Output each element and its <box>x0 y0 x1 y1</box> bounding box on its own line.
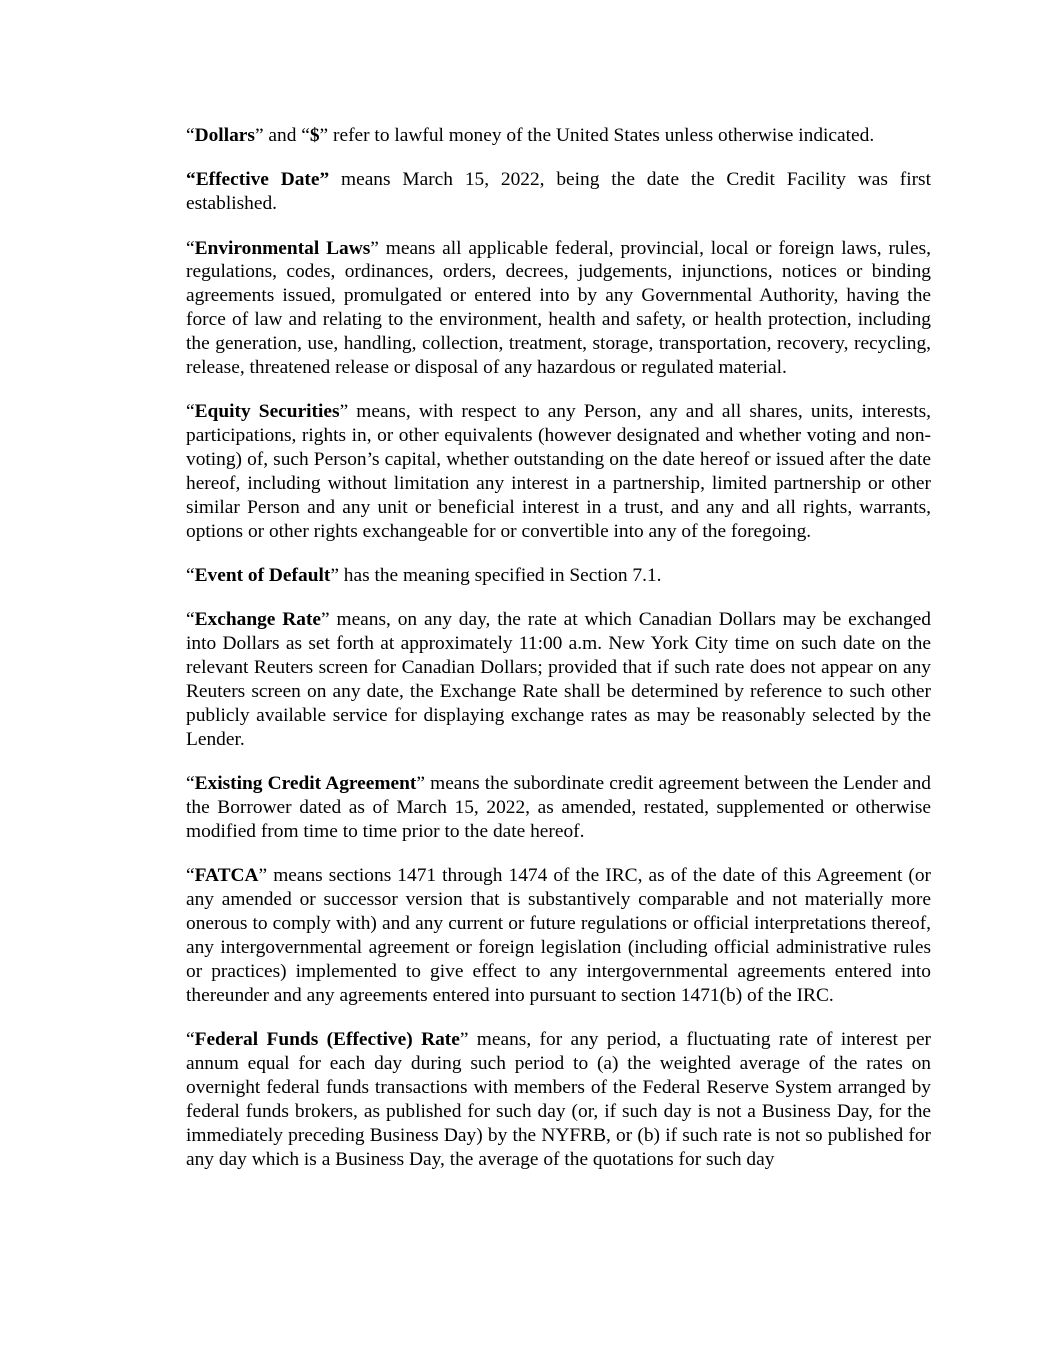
definition-dollars <box>186 124 931 148</box>
definition-text: “ <box>186 565 195 587</box>
definition-text: “ <box>186 401 195 423</box>
defined-term: “Effective Date” <box>186 169 330 191</box>
definition-text: ” has the meaning specified in Section 7.1. <box>330 565 662 587</box>
definition-text: ” refer to lawful money of the United States unless otherwise indicated. <box>319 125 875 146</box>
defined-term: Exchange Rate <box>194 609 322 631</box>
definition-federal-funds-rate <box>186 1028 931 1171</box>
defined-term: Event of Default <box>194 565 331 587</box>
definition-text: “ <box>186 865 195 887</box>
definition-text: “ <box>186 773 195 795</box>
definition-text: “ <box>186 125 195 146</box>
defined-term: Federal Funds (Effective) Rate <box>194 1029 460 1051</box>
definition-text: ” means the subordinate credit agreement between the Lender and the Borrower dated as of March 15, 2022, as amended, restated, supplemented or otherwise modified from time to time prior to the date hereof. <box>186 773 931 843</box>
definition-text: “ <box>186 237 195 259</box>
defined-term: Equity Securities <box>194 401 340 423</box>
definition-exchange-rate <box>186 608 931 751</box>
defined-term: Existing Credit Agreement <box>194 773 417 795</box>
definition-equity-securities <box>186 400 931 543</box>
definition-text: “ <box>186 609 195 631</box>
definition-text: ” means, on any day, the rate at which Canadian Dollars may be exchanged into Dollars as set forth at approximately 11:00 a.m. New York City time on such date on the relevant Reuters screen for Canadian Dollars; provided that if such rate does not appear on any Reuters screen on any date, the Exchange Rate shall be determined by reference to such other publicly available service for displaying exchange rates as may be reasonably selected by the Lender. <box>186 609 931 750</box>
definition-text: ” means, with respect to any Person, any and all shares, units, interests, participations, rights in, or other equivalents (however designated and whether voting and non-voting) of, such Person’s capital, whether outstanding on the date hereof or issued after the date hereof, including without limitation any interest in a partnership, limited partnership or other similar Person and any unit or beneficial interest in a trust, and any and all rights, warrants, options or other rights exchangeable for or convertible into any of the foregoing. <box>186 401 931 542</box>
defined-term: Dollars <box>194 125 255 146</box>
definition-text: ” means sections 1471 through 1474 of the IRC, as of the date of this Agreement (or any amended or successor version that is substantively comparable and not materially more onerous to comply with) and any current or future regulations or official interpretations thereof, any intergovernmental agreement or foreign legislation (including official administrative rules or practices) implemented to give effect to any intergovernmental agreements entered into thereunder and any agreements entered into pursuant to section 1471(b) of the IRC. <box>186 865 931 1006</box>
definition-text: “ <box>186 1029 195 1051</box>
definition-existing-credit-agreement <box>186 772 931 844</box>
definition-text: ” means, for any period, a fluctuating rate of interest per annum equal for each day during such period to (a) the weighted average of the rates on overnight federal funds transactions with members of the Federal Reserve System arranged by federal funds brokers, as published for such day (or, if such day is not a Business Day, for the immediately preceding Business Day) by the NYFRB, or (b) if such rate is not so published for any day which is a Business Day, the average of the quotations for such day <box>186 1029 932 1170</box>
document-page <box>186 124 931 1192</box>
definition-text: means March 15, 2022, being the date the Credit Facility was first established. <box>186 169 931 215</box>
definition-text: ” means all applicable federal, provincial, local or foreign laws, rules, regulations, codes, ordinances, orders, decrees, judgements, injunctions, notices or binding agreements issued, promulgated or entered into by any Governmental Authority, having the force of law and relating to the environment, health and safety, or health protection, including the generation, use, handling, collection, treatment, storage, transportation, recovery, recycling, release, threatened release or disposal of any hazardous or regulated material. <box>186 237 931 379</box>
definition-effective-date <box>186 168 931 216</box>
defined-term: $ <box>309 125 320 146</box>
definition-event-of-default <box>186 564 931 588</box>
definition-fatca <box>186 864 931 1007</box>
definition-text: ” and “ <box>254 125 310 146</box>
definition-environmental-laws <box>186 237 931 380</box>
defined-term: FATCA <box>194 865 259 887</box>
defined-term: Environmental Laws <box>194 237 371 259</box>
